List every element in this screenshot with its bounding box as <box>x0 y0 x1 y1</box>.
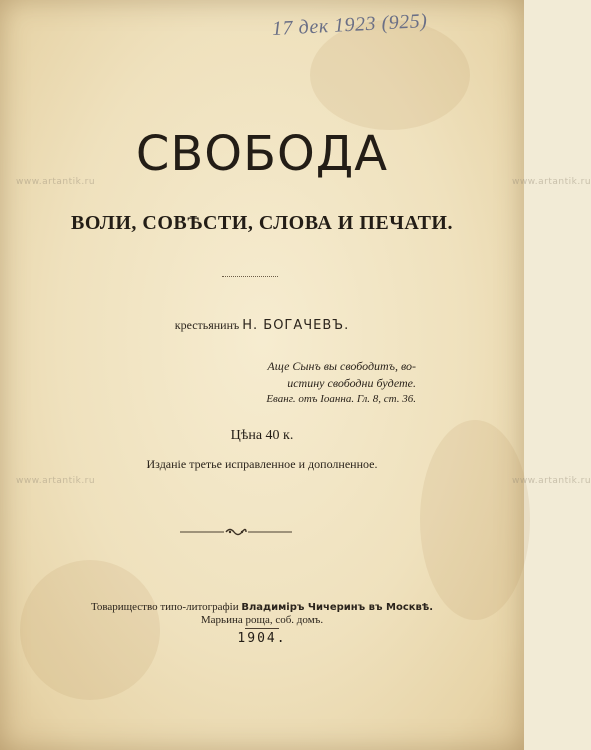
price-value: 40 к. <box>265 428 294 443</box>
epigraph-line-2: истину свободни будете. <box>287 376 416 390</box>
ornament-divider-icon <box>180 526 292 538</box>
paper-stain <box>420 420 530 620</box>
epigraph-line-1: Аще Сынъ вы свободитъ, во- <box>267 359 416 373</box>
epigraph-source: Еванг. отъ Іоанна. Гл. 8, ст. 36. <box>266 393 416 405</box>
publisher-line-1 <box>0 601 524 614</box>
watermark-right-bottom: www.artantik.ru <box>512 476 591 486</box>
paper-stain <box>20 560 160 700</box>
author-prefix: крестьянинъ <box>174 318 240 332</box>
publisher-block <box>0 601 524 627</box>
publisher-prefix: Товарищество типо-литографіи <box>90 601 239 613</box>
handwritten-date-note: 17 дек 1923 (925) <box>271 9 428 41</box>
book-title: СВОБОДА <box>135 126 389 182</box>
publisher-address: Марьина роща, соб. домъ. <box>200 614 324 626</box>
author-name: Н. БОГАЧЕВЪ. <box>242 318 350 333</box>
dotted-divider <box>222 276 278 277</box>
price-label: Цѣна <box>230 428 263 443</box>
watermark-left-bottom: www.artantik.ru <box>16 476 96 486</box>
price-line <box>0 428 524 444</box>
author-line <box>0 318 524 333</box>
publisher-name: Владимiръ Чичеринъ въ Москвѣ. <box>241 602 434 613</box>
book-subtitle: ВОЛИ, СОВѢСТИ, СЛОВА И ПЕЧАТИ. <box>71 212 453 234</box>
edition-note: Изданіе третье исправленное и дополненное. <box>146 457 378 471</box>
publication-year: 1904. <box>0 631 524 646</box>
watermark-right-top: www.artantik.ru <box>512 177 591 187</box>
epigraph <box>267 358 416 392</box>
watermark-left-top: www.artantik.ru <box>16 177 96 187</box>
